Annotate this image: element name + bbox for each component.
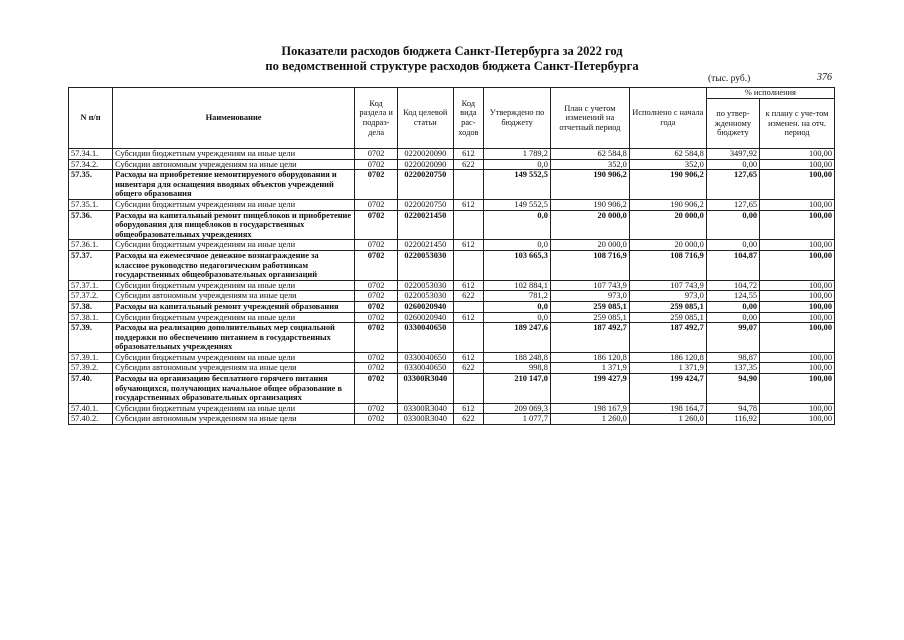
- row-executed: 20 000,0: [629, 210, 706, 240]
- row-section-code: 0702: [355, 240, 398, 251]
- row-number: 57.39.: [69, 323, 113, 353]
- row-plan: 186 120,8: [550, 352, 629, 363]
- row-executed: 199 424,7: [629, 374, 706, 404]
- table-row: [69, 352, 835, 363]
- header-pct-approved: по утвер-жденному бюджету: [706, 99, 759, 149]
- row-pct-plan: 100,00: [760, 149, 835, 160]
- row-number: 57.36.: [69, 210, 113, 240]
- row-pct-plan: 100,00: [760, 291, 835, 302]
- row-plan: 20 000,0: [550, 210, 629, 240]
- header-num: N п/п: [69, 88, 113, 149]
- row-executed: 190 906,2: [629, 170, 706, 200]
- row-pct-approved: 99,07: [706, 323, 759, 353]
- row-approved: 209 069,3: [484, 403, 551, 414]
- row-pct-plan: 100,00: [760, 199, 835, 210]
- row-name: Субсидии бюджетным учреждениям на иные цели: [113, 240, 355, 251]
- table-row: [69, 170, 835, 200]
- row-kind-code: 612: [453, 280, 484, 291]
- row-approved: 0,0: [484, 312, 551, 323]
- table-body: [69, 149, 835, 425]
- row-plan: 62 584,8: [550, 149, 629, 160]
- row-pct-approved: 98,87: [706, 352, 759, 363]
- row-kind-code: 622: [453, 159, 484, 170]
- table-row: [69, 149, 835, 160]
- row-kind-code: [453, 323, 484, 353]
- row-section-code: 0702: [355, 414, 398, 425]
- row-pct-approved: 3497,92: [706, 149, 759, 160]
- row-approved: 781,2: [484, 291, 551, 302]
- row-executed: 259 085,1: [629, 312, 706, 323]
- row-kind-code: 612: [453, 403, 484, 414]
- row-pct-plan: 100,00: [760, 159, 835, 170]
- row-pct-approved: 0,00: [706, 210, 759, 240]
- row-pct-approved: 0,00: [706, 312, 759, 323]
- row-name: Расходы на организацию бесплатного горячего питания обучающихся, получающих начальное общее образование в государственных образовательных организациях: [113, 374, 355, 404]
- header-target: Код целевой статьи: [398, 88, 453, 149]
- row-plan: 352,0: [550, 159, 629, 170]
- row-number: 57.35.1.: [69, 199, 113, 210]
- row-executed: 186 120,8: [629, 352, 706, 363]
- row-pct-plan: 100,00: [760, 403, 835, 414]
- budget-table: [68, 87, 835, 425]
- row-approved: 0,0: [484, 159, 551, 170]
- row-name: Субсидии бюджетным учреждениям на иные цели: [113, 352, 355, 363]
- row-kind-code: 612: [453, 312, 484, 323]
- row-section-code: 0702: [355, 149, 398, 160]
- row-kind-code: 622: [453, 363, 484, 374]
- row-plan: 190 906,2: [550, 170, 629, 200]
- row-pct-approved: 124,55: [706, 291, 759, 302]
- row-target-code: 0220021450: [398, 210, 453, 240]
- row-number: 57.40.2.: [69, 414, 113, 425]
- row-target-code: 03300R3040: [398, 403, 453, 414]
- row-name: Субсидии автономным учреждениям на иные цели: [113, 363, 355, 374]
- table-row: [69, 291, 835, 302]
- row-number: 57.38.1.: [69, 312, 113, 323]
- row-name: Расходы на приобретение немонтируемого оборудования и инвентаря для оснащения вводных объектов учреждений общего образования: [113, 170, 355, 200]
- row-target-code: 0220053030: [398, 280, 453, 291]
- row-approved: 102 884,1: [484, 280, 551, 291]
- row-target-code: 03300R3040: [398, 414, 453, 425]
- row-executed: 198 164,7: [629, 403, 706, 414]
- row-target-code: 0220021450: [398, 240, 453, 251]
- table-row: [69, 323, 835, 353]
- row-number: 57.37.2.: [69, 291, 113, 302]
- row-section-code: 0702: [355, 363, 398, 374]
- row-number: 57.36.1.: [69, 240, 113, 251]
- table-row: [69, 301, 835, 312]
- row-target-code: 0220020750: [398, 199, 453, 210]
- row-number: 57.38.: [69, 301, 113, 312]
- row-pct-plan: 100,00: [760, 323, 835, 353]
- row-plan: 187 492,7: [550, 323, 629, 353]
- row-name: Субсидии бюджетным учреждениям на иные цели: [113, 280, 355, 291]
- row-number: 57.34.1.: [69, 149, 113, 160]
- row-section-code: 0702: [355, 159, 398, 170]
- table-row: [69, 210, 835, 240]
- header-name: Наименование: [113, 88, 355, 149]
- row-approved: 998,8: [484, 363, 551, 374]
- row-number: 57.35.: [69, 170, 113, 200]
- row-pct-approved: 127,65: [706, 199, 759, 210]
- row-pct-approved: 94,90: [706, 374, 759, 404]
- row-section-code: 0702: [355, 323, 398, 353]
- row-executed: 973,0: [629, 291, 706, 302]
- row-approved: 210 147,0: [484, 374, 551, 404]
- table-row: [69, 199, 835, 210]
- row-pct-approved: 104,72: [706, 280, 759, 291]
- row-plan: 1 260,0: [550, 414, 629, 425]
- table-row: [69, 312, 835, 323]
- row-executed: 1 371,9: [629, 363, 706, 374]
- header-approved: Утверждено по бюджету: [484, 88, 551, 149]
- row-pct-approved: 137,35: [706, 363, 759, 374]
- table-row: [69, 280, 835, 291]
- document-title-line2: по ведомственной структуре расходов бюджета Санкт-Петербурга: [265, 59, 639, 73]
- row-plan: 259 085,1: [550, 301, 629, 312]
- row-section-code: 0702: [355, 291, 398, 302]
- row-number: 57.37.: [69, 250, 113, 280]
- row-approved: 103 665,3: [484, 250, 551, 280]
- row-plan: 198 167,9: [550, 403, 629, 414]
- row-pct-plan: 100,00: [760, 414, 835, 425]
- row-pct-approved: 116,92: [706, 414, 759, 425]
- row-number: 57.39.2.: [69, 363, 113, 374]
- table-row: [69, 374, 835, 404]
- row-target-code: 0330040650: [398, 363, 453, 374]
- row-approved: 0,0: [484, 210, 551, 240]
- row-name: Субсидии бюджетным учреждениям на иные цели: [113, 312, 355, 323]
- table-row: [69, 159, 835, 170]
- row-kind-code: 612: [453, 149, 484, 160]
- row-target-code: 03300R3040: [398, 374, 453, 404]
- row-approved: 0,0: [484, 301, 551, 312]
- row-pct-plan: 100,00: [760, 352, 835, 363]
- row-approved: 149 552,5: [484, 170, 551, 200]
- row-kind-code: [453, 250, 484, 280]
- row-executed: 20 000,0: [629, 240, 706, 251]
- row-name: Субсидии автономным учреждениям на иные цели: [113, 291, 355, 302]
- row-number: 57.40.1.: [69, 403, 113, 414]
- row-name: Субсидии бюджетным учреждениям на иные цели: [113, 199, 355, 210]
- row-section-code: 0702: [355, 312, 398, 323]
- row-number: 57.39.1.: [69, 352, 113, 363]
- row-kind-code: [453, 374, 484, 404]
- row-target-code: 0330040650: [398, 352, 453, 363]
- document-title-line1: Показатели расходов бюджета Санкт-Петербурга за 2022 год: [281, 44, 623, 58]
- row-number: 57.37.1.: [69, 280, 113, 291]
- row-pct-plan: 100,00: [760, 301, 835, 312]
- row-section-code: 0702: [355, 301, 398, 312]
- table-row: [69, 363, 835, 374]
- row-approved: 149 552,5: [484, 199, 551, 210]
- row-section-code: 0702: [355, 374, 398, 404]
- row-plan: 259 085,1: [550, 312, 629, 323]
- row-kind-code: [453, 210, 484, 240]
- row-pct-plan: 100,00: [760, 170, 835, 200]
- row-executed: 190 906,2: [629, 199, 706, 210]
- row-plan: 190 906,2: [550, 199, 629, 210]
- row-pct-plan: 100,00: [760, 250, 835, 280]
- table-row: [69, 414, 835, 425]
- row-name: Расходы на капитальный ремонт пищеблоков и приобретение оборудования для пищеблоков в государственных общеобразовательных учреждениях: [113, 210, 355, 240]
- row-section-code: 0702: [355, 210, 398, 240]
- row-plan: 199 427,9: [550, 374, 629, 404]
- row-executed: 107 743,9: [629, 280, 706, 291]
- row-target-code: 0330040650: [398, 323, 453, 353]
- header-section: Код раздела и подраз-дела: [355, 88, 398, 149]
- row-kind-code: [453, 301, 484, 312]
- page-number: 376: [817, 72, 832, 83]
- row-kind-code: 612: [453, 199, 484, 210]
- row-name: Расходы на ежемесячное денежное вознаграждение за классное руководство педагогическим работникам государственных общеобразовательных организаций: [113, 250, 355, 280]
- row-target-code: 0260020940: [398, 312, 453, 323]
- table-row: [69, 403, 835, 414]
- row-target-code: 0220020090: [398, 149, 453, 160]
- row-number: 57.34.2.: [69, 159, 113, 170]
- row-target-code: 0220020090: [398, 159, 453, 170]
- row-section-code: 0702: [355, 170, 398, 200]
- table-row: [69, 250, 835, 280]
- row-approved: 189 247,6: [484, 323, 551, 353]
- row-name: Субсидии автономным учреждениям на иные цели: [113, 414, 355, 425]
- row-approved: 1 077,7: [484, 414, 551, 425]
- row-plan: 108 716,9: [550, 250, 629, 280]
- row-pct-plan: 100,00: [760, 312, 835, 323]
- header-pct-plan: к плану с уче-том изменен. на отч. период: [760, 99, 835, 149]
- row-pct-plan: 100,00: [760, 363, 835, 374]
- row-target-code: 0260020940: [398, 301, 453, 312]
- row-executed: 259 085,1: [629, 301, 706, 312]
- row-section-code: 0702: [355, 403, 398, 414]
- row-plan: 1 371,9: [550, 363, 629, 374]
- row-kind-code: [453, 170, 484, 200]
- row-kind-code: 612: [453, 240, 484, 251]
- row-kind-code: 622: [453, 291, 484, 302]
- row-name: Субсидии автономным учреждениям на иные цели: [113, 159, 355, 170]
- row-pct-approved: 104,87: [706, 250, 759, 280]
- row-plan: 20 000,0: [550, 240, 629, 251]
- row-name: Расходы на реализацию дополнительных мер социальной поддержки по обеспечению питанием в государственных образовательных учреждениях: [113, 323, 355, 353]
- row-section-code: 0702: [355, 352, 398, 363]
- table-row: [69, 240, 835, 251]
- unit-label: (тыс. руб.): [708, 74, 751, 84]
- row-pct-approved: 0,00: [706, 301, 759, 312]
- header-plan: План с учетом изменений на отчетный период: [550, 88, 629, 149]
- row-name: Субсидии бюджетным учреждениям на иные цели: [113, 149, 355, 160]
- row-plan: 107 743,9: [550, 280, 629, 291]
- row-kind-code: 622: [453, 414, 484, 425]
- row-pct-plan: 100,00: [760, 280, 835, 291]
- row-section-code: 0702: [355, 280, 398, 291]
- row-pct-plan: 100,00: [760, 240, 835, 251]
- row-approved: 0,0: [484, 240, 551, 251]
- row-target-code: 0220053030: [398, 291, 453, 302]
- row-pct-plan: 100,00: [760, 210, 835, 240]
- header-percent: % исполнения: [706, 88, 834, 99]
- row-pct-approved: 0,00: [706, 240, 759, 251]
- row-kind-code: 612: [453, 352, 484, 363]
- row-target-code: 0220020750: [398, 170, 453, 200]
- row-approved: 188 248,8: [484, 352, 551, 363]
- header-kind: Код вида рас-ходов: [453, 88, 484, 149]
- row-name: Расходы на капитальный ремонт учреждений образования: [113, 301, 355, 312]
- row-executed: 62 584,8: [629, 149, 706, 160]
- row-executed: 352,0: [629, 159, 706, 170]
- row-target-code: 0220053030: [398, 250, 453, 280]
- row-pct-approved: 127,65: [706, 170, 759, 200]
- row-executed: 1 260,0: [629, 414, 706, 425]
- header-executed: Исполнено с начала года: [629, 88, 706, 149]
- row-approved: 1 789,2: [484, 149, 551, 160]
- row-pct-plan: 100,00: [760, 374, 835, 404]
- row-plan: 973,0: [550, 291, 629, 302]
- row-number: 57.40.: [69, 374, 113, 404]
- row-section-code: 0702: [355, 250, 398, 280]
- row-executed: 108 716,9: [629, 250, 706, 280]
- row-section-code: 0702: [355, 199, 398, 210]
- row-executed: 187 492,7: [629, 323, 706, 353]
- row-pct-approved: 0,00: [706, 159, 759, 170]
- row-name: Субсидии бюджетным учреждениям на иные цели: [113, 403, 355, 414]
- row-pct-approved: 94,78: [706, 403, 759, 414]
